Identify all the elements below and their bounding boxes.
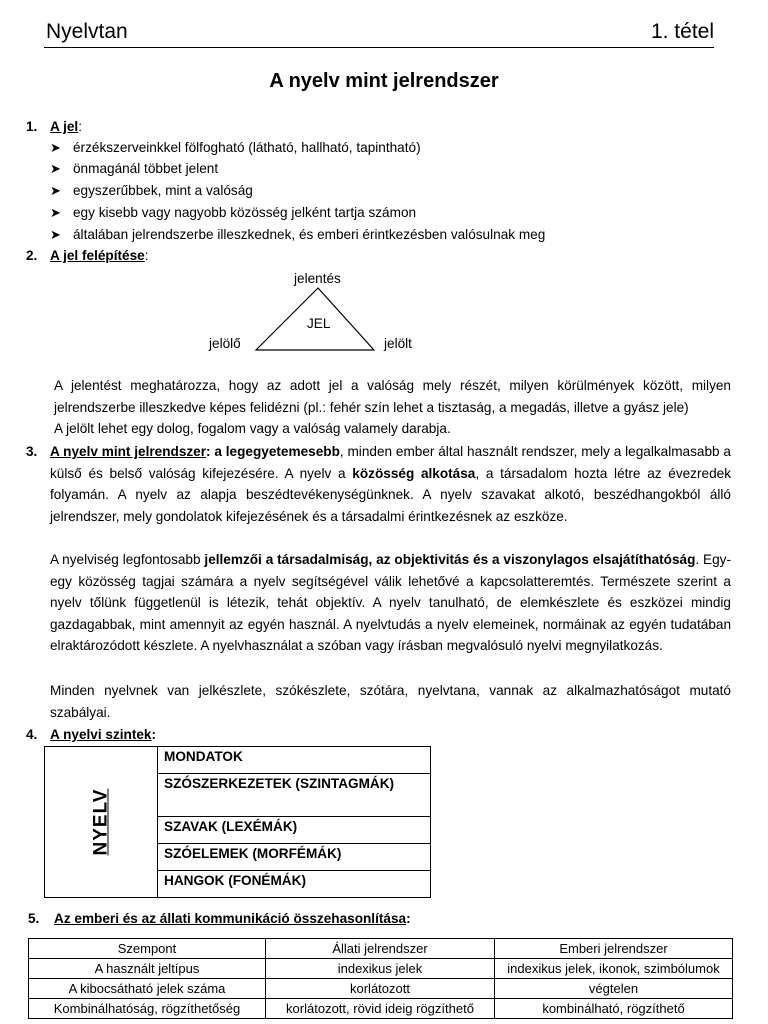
section3-paragraph <box>50 441 731 527</box>
diagram-signified-label: jelölt <box>384 336 412 351</box>
table-row <box>29 959 733 979</box>
section2-heading-line <box>50 245 148 267</box>
table-cell: indexikus jelek <box>266 959 495 979</box>
item-label: 1. tétel <box>650 20 714 43</box>
table-row <box>45 747 431 774</box>
diagram-meaning-label: jelentés <box>294 271 341 286</box>
table-cell: korlátozott <box>266 979 495 999</box>
level-cell: SZÓELEMEK (MORFÉMÁK) <box>158 844 431 871</box>
section2-number: 2. <box>26 248 38 263</box>
table-cell: indexikus jelek, ikonok, szimbólumok <box>495 959 733 979</box>
section3-emphasis: jellemzői a társadalmiság, az objektivitás és a viszonylagos elsajátíthatóság <box>204 552 696 567</box>
arrow-bullet-icon: ➤ <box>50 183 61 198</box>
language-side-cell <box>45 747 158 898</box>
section3-number: 3. <box>26 444 38 459</box>
section2-heading: A jel felépítése <box>50 248 145 263</box>
diagram-sign-label: JEL <box>307 316 331 331</box>
section3-text: . Egy-egy közösség tagjai számára a nyelv segítségével válik lehetővé a kapcsolatteremtés. Természete szerint a nyelv tőlünk függetlenül is létezik, tehát objektív. A nyelv tanulható, de elemkészlete és eszközei mindig gazdagabbak, mint amennyit az egyén használ. A nyelvtudás a nyelv elemeinek, normáinak az egyén tudatában elraktározódott készlete. A nyelvhasználat a szóban vagy írásban megvalósuló nyelvi megnyilatkozás. <box>50 552 731 653</box>
language-levels-table <box>44 746 431 898</box>
section1-bullet: egyszerűbbek, mint a valóság <box>73 183 253 198</box>
section5-heading-line <box>54 908 411 930</box>
section3-paragraph <box>50 549 731 657</box>
section5-colon: : <box>406 911 411 926</box>
communication-comparison-table <box>28 938 733 1019</box>
arrow-bullet-icon: ➤ <box>50 227 61 242</box>
section2-paragraph: A jelentést meghatározza, hogy az adott jel a valóság mely részét, milyen körülmények között, milyen jelrendszerbe illeszkedve képes felidézni (pl.: fehér szín lehet a tisztaság, a megadás, illetve a gyász jele) <box>54 378 731 415</box>
table-cell: végtelen <box>495 979 733 999</box>
section1-bullet: egy kisebb vagy nagyobb közösség jelként tartja számon <box>73 205 417 220</box>
section2-colon: : <box>144 248 149 263</box>
header-divider <box>44 47 714 48</box>
section3-text: : a <box>206 444 226 459</box>
section1-number: 1. <box>26 119 38 134</box>
table-cell: A kibocsátható jelek száma <box>29 979 266 999</box>
table-header-row <box>29 939 733 959</box>
section1-bullet: önmagánál többet jelent <box>73 161 219 176</box>
section2-paragraph: A jelölt lehet egy dolog, fogalom vagy a valóság valamely darabja. <box>54 421 451 436</box>
section5-heading: Az emberi és az állati kommunikáció összehasonlítása <box>54 911 407 926</box>
column-header: Állati jelrendszer <box>266 939 495 959</box>
column-header: Szempont <box>29 939 266 959</box>
table-cell: kombinálható, rögzíthető <box>495 999 733 1019</box>
level-cell: SZAVAK (LEXÉMÁK) <box>158 817 431 844</box>
section5-number: 5. <box>28 911 40 926</box>
section3-text: A nyelviség legfontosabb <box>50 552 205 567</box>
table-cell: korlátozott, rövid ideig rögzíthető <box>266 999 495 1019</box>
arrow-bullet-icon: ➤ <box>50 161 61 176</box>
subject-label: Nyelvtan <box>46 20 128 43</box>
level-cell: MONDATOK <box>158 747 431 774</box>
section1-heading: A jel <box>50 119 79 134</box>
page-title: A nyelv mint jelrendszer <box>269 70 499 92</box>
language-side-label: NYELV <box>90 788 111 856</box>
section1-bullet: érzékszerveinkkel fölfogható (látható, hallható, tapintható) <box>73 140 421 155</box>
section1-heading-line <box>50 116 82 138</box>
column-header: Emberi jelrendszer <box>495 939 733 959</box>
arrow-bullet-icon: ➤ <box>50 205 61 220</box>
level-cell: SZÓSZERKEZETEK (SZINTAGMÁK) <box>158 774 431 817</box>
section4-number: 4. <box>26 727 38 742</box>
section4-colon: : <box>151 727 157 742</box>
diagram-signifier-label: jelölő <box>209 336 241 351</box>
table-row <box>29 979 733 999</box>
section3-heading: A nyelv mint jelrendszer <box>50 444 207 459</box>
arrow-bullet-icon: ➤ <box>50 140 61 155</box>
level-cell: HANGOK (FONÉMÁK) <box>158 871 431 898</box>
section1-bullet: általában jelrendszerbe illeszkednek, és emberi érintkezésben valósulnak meg <box>73 227 546 242</box>
section3-text: , minden ember által használt rendszer, mely a legalkalmasabb a külső és belső valóság kifejezésére. A nyelv a <box>50 444 731 481</box>
table-cell: A használt jeltípus <box>29 959 266 979</box>
table-row <box>29 999 733 1019</box>
table-cell: Kombinálhatóság, rögzíthetőség <box>29 999 266 1019</box>
section4-heading: A nyelvi szintek <box>50 727 152 742</box>
section3-text: , a társadalom hozta létre az évezredek folyamán. A nyelv az alapja beszédtevékenységünknek. A nyelv szavakat alkotó, beszédhangokból álló jelrendszer, mely gondolatok kifejezésének és a társadalmi érintkezésnek az eszköze. <box>50 465 731 524</box>
section1-colon: : <box>78 119 82 134</box>
section3-paragraph: Minden nyelvnek van jelkészlete, szókészlete, szótára, nyelvtana, vannak az alkalmazhatóságot mutató szabályai. <box>50 683 731 720</box>
section3-emphasis: közösség alkotása <box>352 465 476 481</box>
section4-heading-line <box>50 724 156 746</box>
section3-emphasis: legegyetemesebb <box>225 444 340 459</box>
